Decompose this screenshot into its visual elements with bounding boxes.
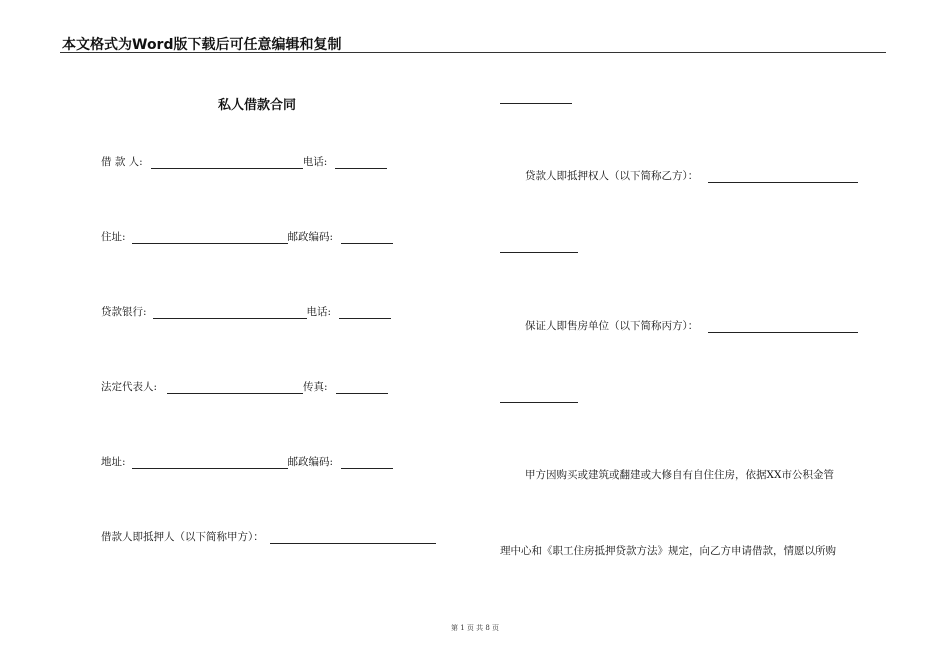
field-party-c xyxy=(525,318,858,333)
paragraph-line: 理中心和《职工住房抵押贷款方法》规定，向乙方申请借款，情愿以所购 xyxy=(500,545,836,557)
document-title: 私人借款合同 xyxy=(218,98,297,113)
blank-line xyxy=(500,402,578,403)
field-lending-bank xyxy=(101,304,391,319)
field-label: 住址: xyxy=(101,231,126,243)
document-header-banner: 本文格式为Word版下载后可任意编辑和复制 xyxy=(62,37,342,53)
field-party-a xyxy=(101,529,436,544)
field-label: 贷款人即抵押权人（以下简称乙方）： xyxy=(525,170,699,182)
blank-line xyxy=(335,158,387,169)
field-legal-representative xyxy=(101,379,388,394)
header-divider xyxy=(60,52,886,53)
field-label: 邮政编码: xyxy=(287,456,334,468)
field-label: 邮政编码: xyxy=(287,231,334,243)
blank-line xyxy=(341,233,393,244)
blank-line xyxy=(153,308,307,319)
blank-line xyxy=(132,458,288,469)
field-label: 借 款 人: xyxy=(101,156,143,168)
field-address xyxy=(101,229,393,244)
paragraph-line: 甲方因购买或建筑或翻建或大修自有自住住房，依据XX市公积金管 xyxy=(525,469,834,481)
blank-line xyxy=(339,308,391,319)
field-label: 地址: xyxy=(101,456,126,468)
field-label: 法定代表人: xyxy=(101,381,158,393)
field-bank-address xyxy=(101,454,393,469)
blank-line xyxy=(708,322,858,333)
field-borrower xyxy=(101,154,387,169)
blank-line xyxy=(500,252,578,253)
field-label: 电话: xyxy=(302,156,328,168)
blank-line xyxy=(270,533,436,544)
page-footer: 第 1 页 共 8 页 xyxy=(450,624,500,632)
blank-line xyxy=(151,158,303,169)
field-label: 借款人即抵押人（以下简称甲方）： xyxy=(101,531,264,543)
field-label: 贷款银行: xyxy=(101,306,147,318)
blank-line xyxy=(132,233,288,244)
blank-line xyxy=(336,383,388,394)
blank-line xyxy=(167,383,303,394)
blank-line xyxy=(341,458,393,469)
blank-line xyxy=(500,103,572,104)
blank-line xyxy=(708,172,858,183)
field-label: 保证人即售房单位（以下简称丙方）： xyxy=(525,320,699,332)
field-party-b xyxy=(525,168,858,183)
field-label: 传真: xyxy=(303,381,328,393)
field-label: 电话: xyxy=(306,306,332,318)
